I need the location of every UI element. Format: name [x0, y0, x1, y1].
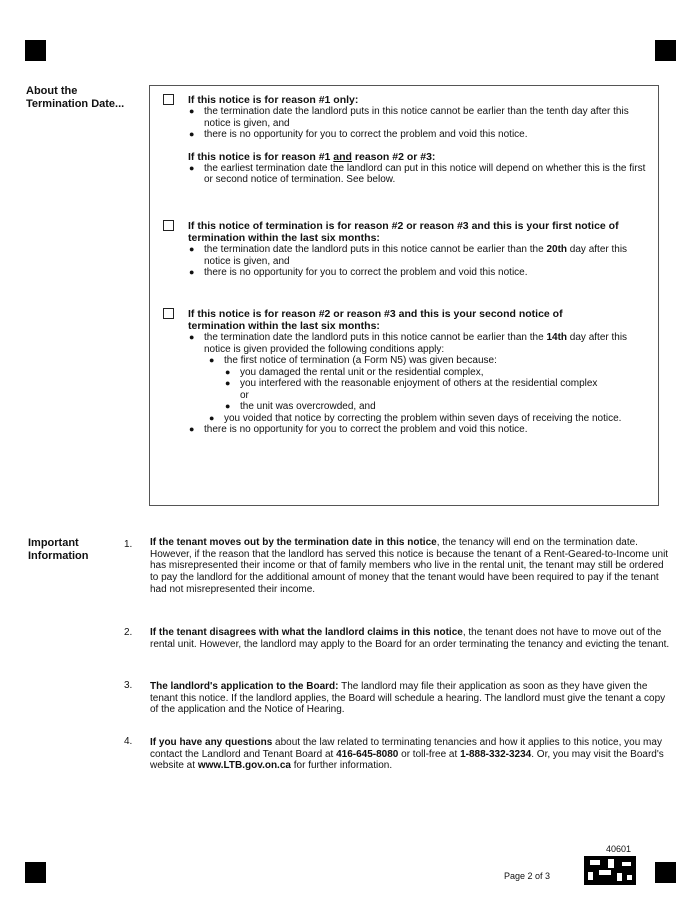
label-line: Information — [28, 550, 89, 562]
info-item-2 — [150, 627, 670, 650]
reason23-second-section — [188, 308, 648, 436]
barcode-icon — [584, 856, 636, 885]
info-item-3 — [150, 681, 670, 716]
reason23-second-bullet-2: ● there is no opportunity for you to correct the problem and void this notice. — [188, 424, 648, 436]
form-code: 40601 — [606, 844, 632, 854]
bullet-text: the termination date the landlord puts in this notice cannot be earlier than the — [204, 332, 544, 343]
reason1-section — [188, 94, 648, 186]
reason23-first-bullet-2: ● there is no opportunity for you to correct the problem and void this notice. — [188, 267, 633, 279]
termination-date-label — [26, 85, 124, 111]
bullet-text: day after this notice is given provided the following conditions apply: — [204, 332, 628, 355]
label-line: Termination Date... — [26, 98, 125, 110]
reason23-second-bullet-1 — [188, 332, 648, 355]
info-item-1 — [150, 537, 670, 596]
reason1-checkbox[interactable] — [163, 94, 174, 105]
bullet-text: the termination date the landlord puts in this notice cannot be earlier than the — [204, 244, 544, 255]
info-text: . Or, you may visit the Board's website at — [150, 748, 664, 772]
reason23-second-subsub-3: ● the unit was overcrowded, and — [188, 401, 648, 413]
reason23-second-heading: If this notice is for reason #2 or reason #3 and this is your second notice of termination within the last six months: — [188, 308, 563, 332]
reason23-second-checkbox[interactable] — [163, 308, 174, 319]
info-text: for further information. — [290, 760, 393, 772]
bullet-bold: 20th — [546, 244, 568, 255]
reason1-sub-heading — [188, 151, 648, 163]
info-bold: If the tenant moves out by the termination date in this notice — [150, 537, 437, 548]
info-number-3: 3. — [124, 680, 133, 691]
label-line: About the — [26, 85, 78, 97]
info-number-2: 2. — [124, 627, 133, 638]
info-bold: If you have any questions — [150, 737, 273, 748]
sub-heading-and: and — [333, 150, 352, 163]
sub-heading-part: reason #2 or #3: — [354, 150, 436, 163]
important-information-label — [28, 537, 89, 563]
reason23-second-subsub-1: ● you damaged the rental unit or the residential complex, — [188, 367, 648, 379]
info-text: or toll-free at — [398, 748, 461, 760]
info-text: about the law related to terminating tenancies and how it applies to this notice, you may contact the Landlord and Tenant Board at — [150, 737, 662, 760]
registration-mark-top-right — [655, 40, 676, 61]
label-line: Important — [28, 537, 79, 549]
reason23-second-subsub-2: ● you interfered with the reasonable enjoyment of others at the residential complex or — [188, 378, 648, 401]
reason23-second-sub-1: ● the first notice of termination (a Form N5) was given because: — [188, 355, 648, 367]
info-text: , the tenancy will end on the termination date. However, if the reason that the landlord has served this notice is because the tenant of a Rent-Geared-to-Income unit has misrepresented their income or that of family members who live in the rental unit, the tenant may still be ordered to pay the landlord for the additional amount of money that the tenant would have been required to pay if the tenant had not misrepresented their income. — [150, 537, 669, 595]
info-phone: 416-645-8080 — [336, 748, 399, 760]
info-text: The landlord may file their application as soon as they have given the tenant this notice. If the landlord applies, the Board will schedule a hearing. The landlord must give the tenant a copy of the application and the Notice of Hearing. — [150, 681, 666, 716]
reason23-second-sub-2: ● you voided that notice by correcting the problem within seven days of receiving the notice. — [188, 413, 648, 425]
reason23-first-section — [188, 220, 633, 279]
info-website-link[interactable]: www.LTB.gov.on.ca — [197, 760, 291, 772]
reason1-heading: If this notice is for reason #1 only: — [188, 94, 359, 106]
reason1-bullet-1: ● the termination date the landlord puts in this notice cannot be earlier than the tenth day after this notice is given, and — [188, 106, 648, 129]
info-text: , the tenant does not have to move out of the rental unit. However, the landlord may apply to the Board for an order terminating the tenancy and evicting the tenant. — [150, 627, 670, 650]
info-phone: 1-888-332-3234 — [460, 748, 532, 760]
page-number: Page 2 of 3 — [504, 871, 551, 881]
info-item-4 — [150, 737, 670, 772]
info-bold: If the tenant disagrees with what the landlord claims in this notice — [150, 627, 463, 638]
bullet-text: day after this notice is given, and — [204, 244, 628, 267]
reason23-first-heading: If this notice of termination is for reason #2 or reason #3 and this is your first notice of termination within the last six months: — [188, 220, 619, 244]
reason23-first-bullet-1 — [188, 244, 633, 267]
info-number-1: 1. — [124, 539, 133, 550]
registration-mark-bottom-right — [655, 862, 676, 883]
info-bold: The landlord's application to the Board: — [150, 681, 339, 692]
registration-mark-top-left — [25, 40, 46, 61]
info-number-4: 4. — [124, 736, 133, 747]
registration-mark-bottom-left — [25, 862, 46, 883]
bullet-bold: 14th — [546, 332, 568, 343]
reason23-first-checkbox[interactable] — [163, 220, 174, 231]
sub-heading-part: If this notice is for reason #1 — [188, 150, 331, 163]
reason1-sub-bullet: ● the earliest termination date the landlord can put in this notice will depend on whether this is the first or second notice of termination. See below. — [188, 163, 648, 186]
reason1-bullet-2: ● there is no opportunity for you to correct the problem and void this notice. — [188, 129, 648, 141]
